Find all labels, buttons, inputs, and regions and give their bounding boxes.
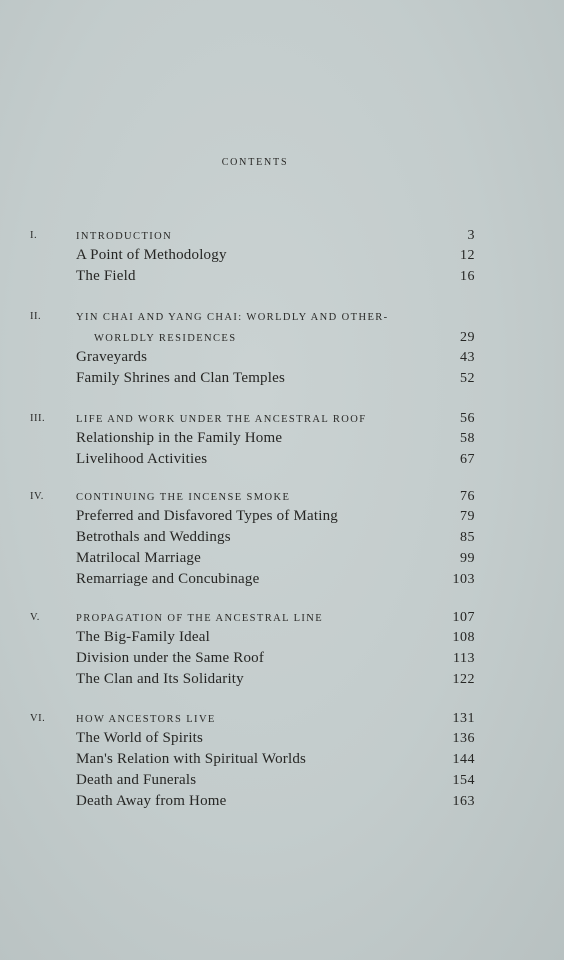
section-title: Relationship in the Family Home [76, 430, 283, 446]
page-number: 29 [460, 330, 475, 345]
chapter-title: HOW ANCESTORS LIVE [76, 714, 216, 725]
section-row [0, 430, 564, 452]
page-number: 76 [460, 489, 475, 504]
page-number: 58 [460, 431, 475, 446]
section-title: Man's Relation with Spiritual Worlds [76, 751, 307, 767]
chapter-title: WORLDLY RESIDENCES [94, 333, 237, 344]
chapter-heading-row [0, 409, 564, 431]
chapter-title: CONTINUING THE INCENSE SMOKE [76, 492, 291, 503]
section-title: Death Away from Home [76, 793, 227, 809]
page-number: 122 [452, 672, 475, 687]
section-title: Family Shrines and Clan Temples [76, 370, 286, 386]
section-title: Division under the Same Roof [76, 650, 265, 666]
page-number: 67 [460, 452, 475, 467]
chapter-heading-row [0, 307, 564, 329]
page-number: 12 [460, 248, 475, 263]
section-title: A Point of Methodology [76, 247, 227, 263]
chapter-numeral: IV. [30, 491, 44, 502]
section-title: The Field [76, 268, 136, 284]
section-row [0, 671, 564, 693]
section-row [0, 629, 564, 651]
section-row [0, 550, 564, 572]
page-number: 108 [452, 630, 475, 645]
page-title: contents [221, 153, 289, 169]
page-number: 43 [460, 350, 475, 365]
section-row [0, 793, 564, 815]
section-title: Graveyards [76, 349, 148, 365]
section-row [0, 730, 564, 752]
section-row [0, 370, 564, 392]
page-number: 79 [460, 509, 475, 524]
page-number: 144 [452, 752, 475, 767]
page-number: 113 [453, 651, 475, 666]
section-row [0, 451, 564, 473]
chapter-numeral: II. [30, 311, 42, 322]
section-title: Livelihood Activities [76, 451, 208, 467]
chapter-heading-row [0, 608, 564, 630]
page-number: 99 [460, 551, 475, 566]
page-number: 131 [452, 711, 475, 726]
page-number: 107 [452, 610, 475, 625]
section-row [0, 508, 564, 530]
page-number: 56 [460, 411, 475, 426]
section-title: The Big-Family Ideal [76, 629, 210, 645]
chapter-heading-row [0, 487, 564, 509]
section-title: Betrothals and Weddings [76, 529, 231, 545]
section-title: Remarriage and Concubinage [76, 571, 260, 587]
section-title: The World of Spirits [76, 730, 204, 746]
chapter-numeral: I. [30, 230, 38, 241]
chapter-title: PROPAGATION OF THE ANCESTRAL LINE [76, 613, 324, 624]
section-row [0, 268, 564, 290]
page-number: 103 [452, 572, 475, 587]
section-row [0, 529, 564, 551]
page-number: 154 [452, 773, 475, 788]
chapter-heading-row [0, 226, 564, 248]
section-row [0, 571, 564, 593]
page-number: 16 [460, 269, 475, 284]
page-number: 163 [452, 794, 475, 809]
chapter-numeral: V. [30, 612, 40, 623]
chapter-title: YIN CHAI AND YANG CHAI: WORLDLY AND OTHER- [76, 312, 389, 323]
chapter-title: LIFE AND WORK UNDER THE ANCESTRAL ROOF [76, 414, 367, 425]
section-row [0, 650, 564, 672]
section-row [0, 751, 564, 773]
chapter-title: INTRODUCTION [76, 231, 173, 242]
page-number: 136 [452, 731, 475, 746]
section-title: Death and Funerals [76, 772, 197, 788]
page-number: 52 [460, 371, 475, 386]
section-row [0, 772, 564, 794]
chapter-numeral: III. [30, 413, 46, 424]
section-row [0, 349, 564, 371]
chapter-numeral: VI. [30, 713, 46, 724]
chapter-heading-row [0, 709, 564, 731]
section-title: The Clan and Its Solidarity [76, 671, 244, 687]
page-number: 3 [467, 228, 475, 243]
chapter-heading-row [0, 328, 564, 350]
page-number: 85 [460, 530, 475, 545]
section-title: Preferred and Disfavored Types of Mating [76, 508, 339, 524]
section-title: Matrilocal Marriage [76, 550, 201, 566]
section-row [0, 247, 564, 269]
